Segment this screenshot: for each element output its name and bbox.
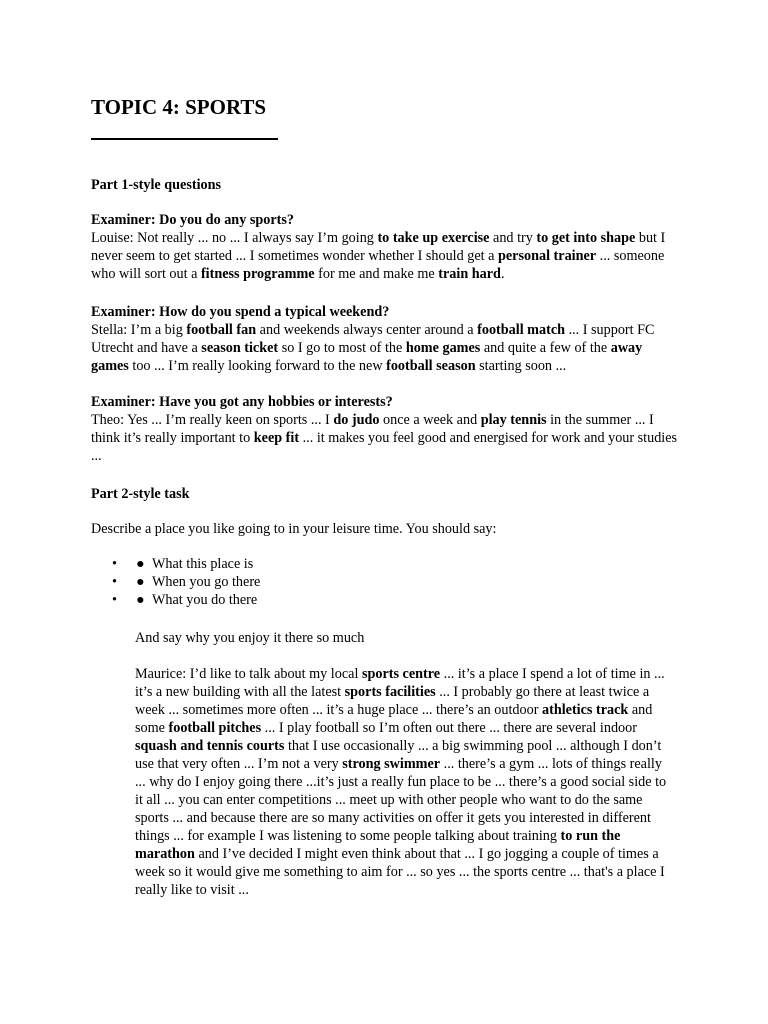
bold-phrase: to run the marathon [135, 828, 621, 862]
bold-phrase: football fan [186, 322, 257, 338]
text-run: ... it makes you feel good and energised for work and your studies ... [91, 430, 678, 464]
bold-phrase: to get into shape [536, 230, 636, 246]
task-prompt: Describe a place you like going to in your leisure time. You should say: [91, 521, 497, 537]
bold-phrase: sports centre [361, 666, 441, 682]
bold-phrase: football pitches [168, 720, 262, 736]
question-2-heading: Examiner: How do you spend a typical weekend? [91, 304, 390, 320]
bullet-icon: • [112, 592, 117, 608]
bullet-icon: • [112, 574, 117, 590]
question-3-heading: Examiner: Have you got any hobbies or interests? [91, 394, 393, 410]
bullet-text: When you go there [152, 574, 261, 590]
text-run: Stella: I’m a big [91, 322, 187, 338]
and-say-line: And say why you enjoy it there so much [135, 630, 365, 646]
bullet-text: What you do there [152, 592, 258, 608]
question-1 [91, 211, 681, 283]
answer-louise [91, 229, 681, 283]
question-2 [91, 303, 681, 375]
text-run: Maurice: I’d like to talk about my local [135, 666, 362, 682]
title-underline [91, 138, 278, 140]
bold-phrase: to take up exercise [377, 230, 490, 246]
text-run: ... I support FC Utrecht and have a [91, 322, 655, 356]
bold-phrase: do judo [333, 412, 380, 428]
bullet-icon: • [112, 556, 117, 572]
bullet-dot-icon: ● [136, 574, 145, 590]
list-item [112, 573, 260, 591]
answer-theo [91, 411, 681, 465]
text-run: once a week and [379, 412, 481, 428]
bold-phrase: fitness programme [200, 266, 315, 282]
text-run: and I’ve decided I might even think about that ... I go jogging a couple of times a week so it would give me something to aim for ... so yes ... the sports centre ... that's a place I really like to visit ... [135, 846, 665, 898]
text-run: and try [489, 230, 537, 246]
bold-phrase: squash and tennis courts [135, 738, 285, 754]
bold-phrase: play tennis [480, 412, 547, 428]
text-run: and weekends always center around a [256, 322, 478, 338]
list-item [112, 591, 260, 609]
text-run: Theo: Yes ... I’m really keen on sports ... I [91, 412, 334, 428]
text-run: but I never seem to get started ... I sometimes wonder whether I should get a [91, 230, 666, 264]
bold-phrase: season ticket [201, 340, 279, 356]
text-run: . [500, 266, 505, 282]
part1-heading: Part 1-style questions [91, 177, 222, 193]
text-run: Louise: Not really ... no ... I always say I’m going [91, 230, 378, 246]
bold-phrase: personal trainer [497, 248, 597, 264]
question-3 [91, 393, 681, 465]
answer-stella [91, 321, 681, 375]
bullet-text: What this place is [152, 556, 254, 572]
text-run: ... I play football so I’m often out there ... there are several indoor [261, 720, 637, 736]
part2-heading: Part 2-style task [91, 486, 190, 502]
text-run: ... I probably go there at least twice a week ... sometimes more often ... it’s a huge place ... there’s an outdoor [135, 684, 650, 718]
bold-phrase: away games [91, 340, 643, 374]
text-run: too ... I’m really looking forward to the new [128, 358, 387, 374]
bold-phrase: football match [477, 322, 566, 338]
text-run: starting soon ... [475, 358, 567, 374]
bold-phrase: keep fit [253, 430, 300, 446]
text-run: in the summer ... I think it’s really important to [91, 412, 654, 446]
task-bullet-list [112, 555, 260, 609]
bold-phrase: strong swimmer [342, 756, 441, 772]
bullet-dot-icon: ● [136, 592, 145, 608]
text-run: and quite a few of the [480, 340, 611, 356]
bold-phrase: home games [405, 340, 481, 356]
list-item [112, 555, 260, 573]
bullet-dot-icon: ● [136, 556, 145, 572]
text-run: ... it’s a place I spend a lot of time in ... it’s a new building with all the latest [135, 666, 665, 700]
answer-maurice [135, 665, 670, 899]
bold-phrase: football season [386, 358, 476, 374]
text-run: for me and make me [314, 266, 439, 282]
text-run: and some [135, 702, 653, 736]
text-run: ... there’s a gym ... lots of things really ... why do I enjoy going there ...it’s just a really fun place to be ... there’s a good social side to it all ... you can enter competitions ... meet up with other people who want to do the same sports ... and because there are so many activities on offer it gets you interested in different things ... for example I was listening to some people talking about training [135, 756, 667, 844]
bold-phrase: sports facilities [344, 684, 436, 700]
text-run: ... someone who will sort out a [91, 248, 665, 282]
page-title: TOPIC 4: SPORTS [91, 95, 267, 119]
bold-phrase: train hard [438, 266, 501, 282]
text-run: that I use occasionally ... a big swimming pool ... although I don’t use that very often ... I’m not a very [135, 738, 662, 772]
question-1-heading: Examiner: Do you do any sports? [91, 212, 294, 228]
bold-phrase: athletics track [542, 702, 629, 718]
text-run: so I go to most of the [278, 340, 406, 356]
